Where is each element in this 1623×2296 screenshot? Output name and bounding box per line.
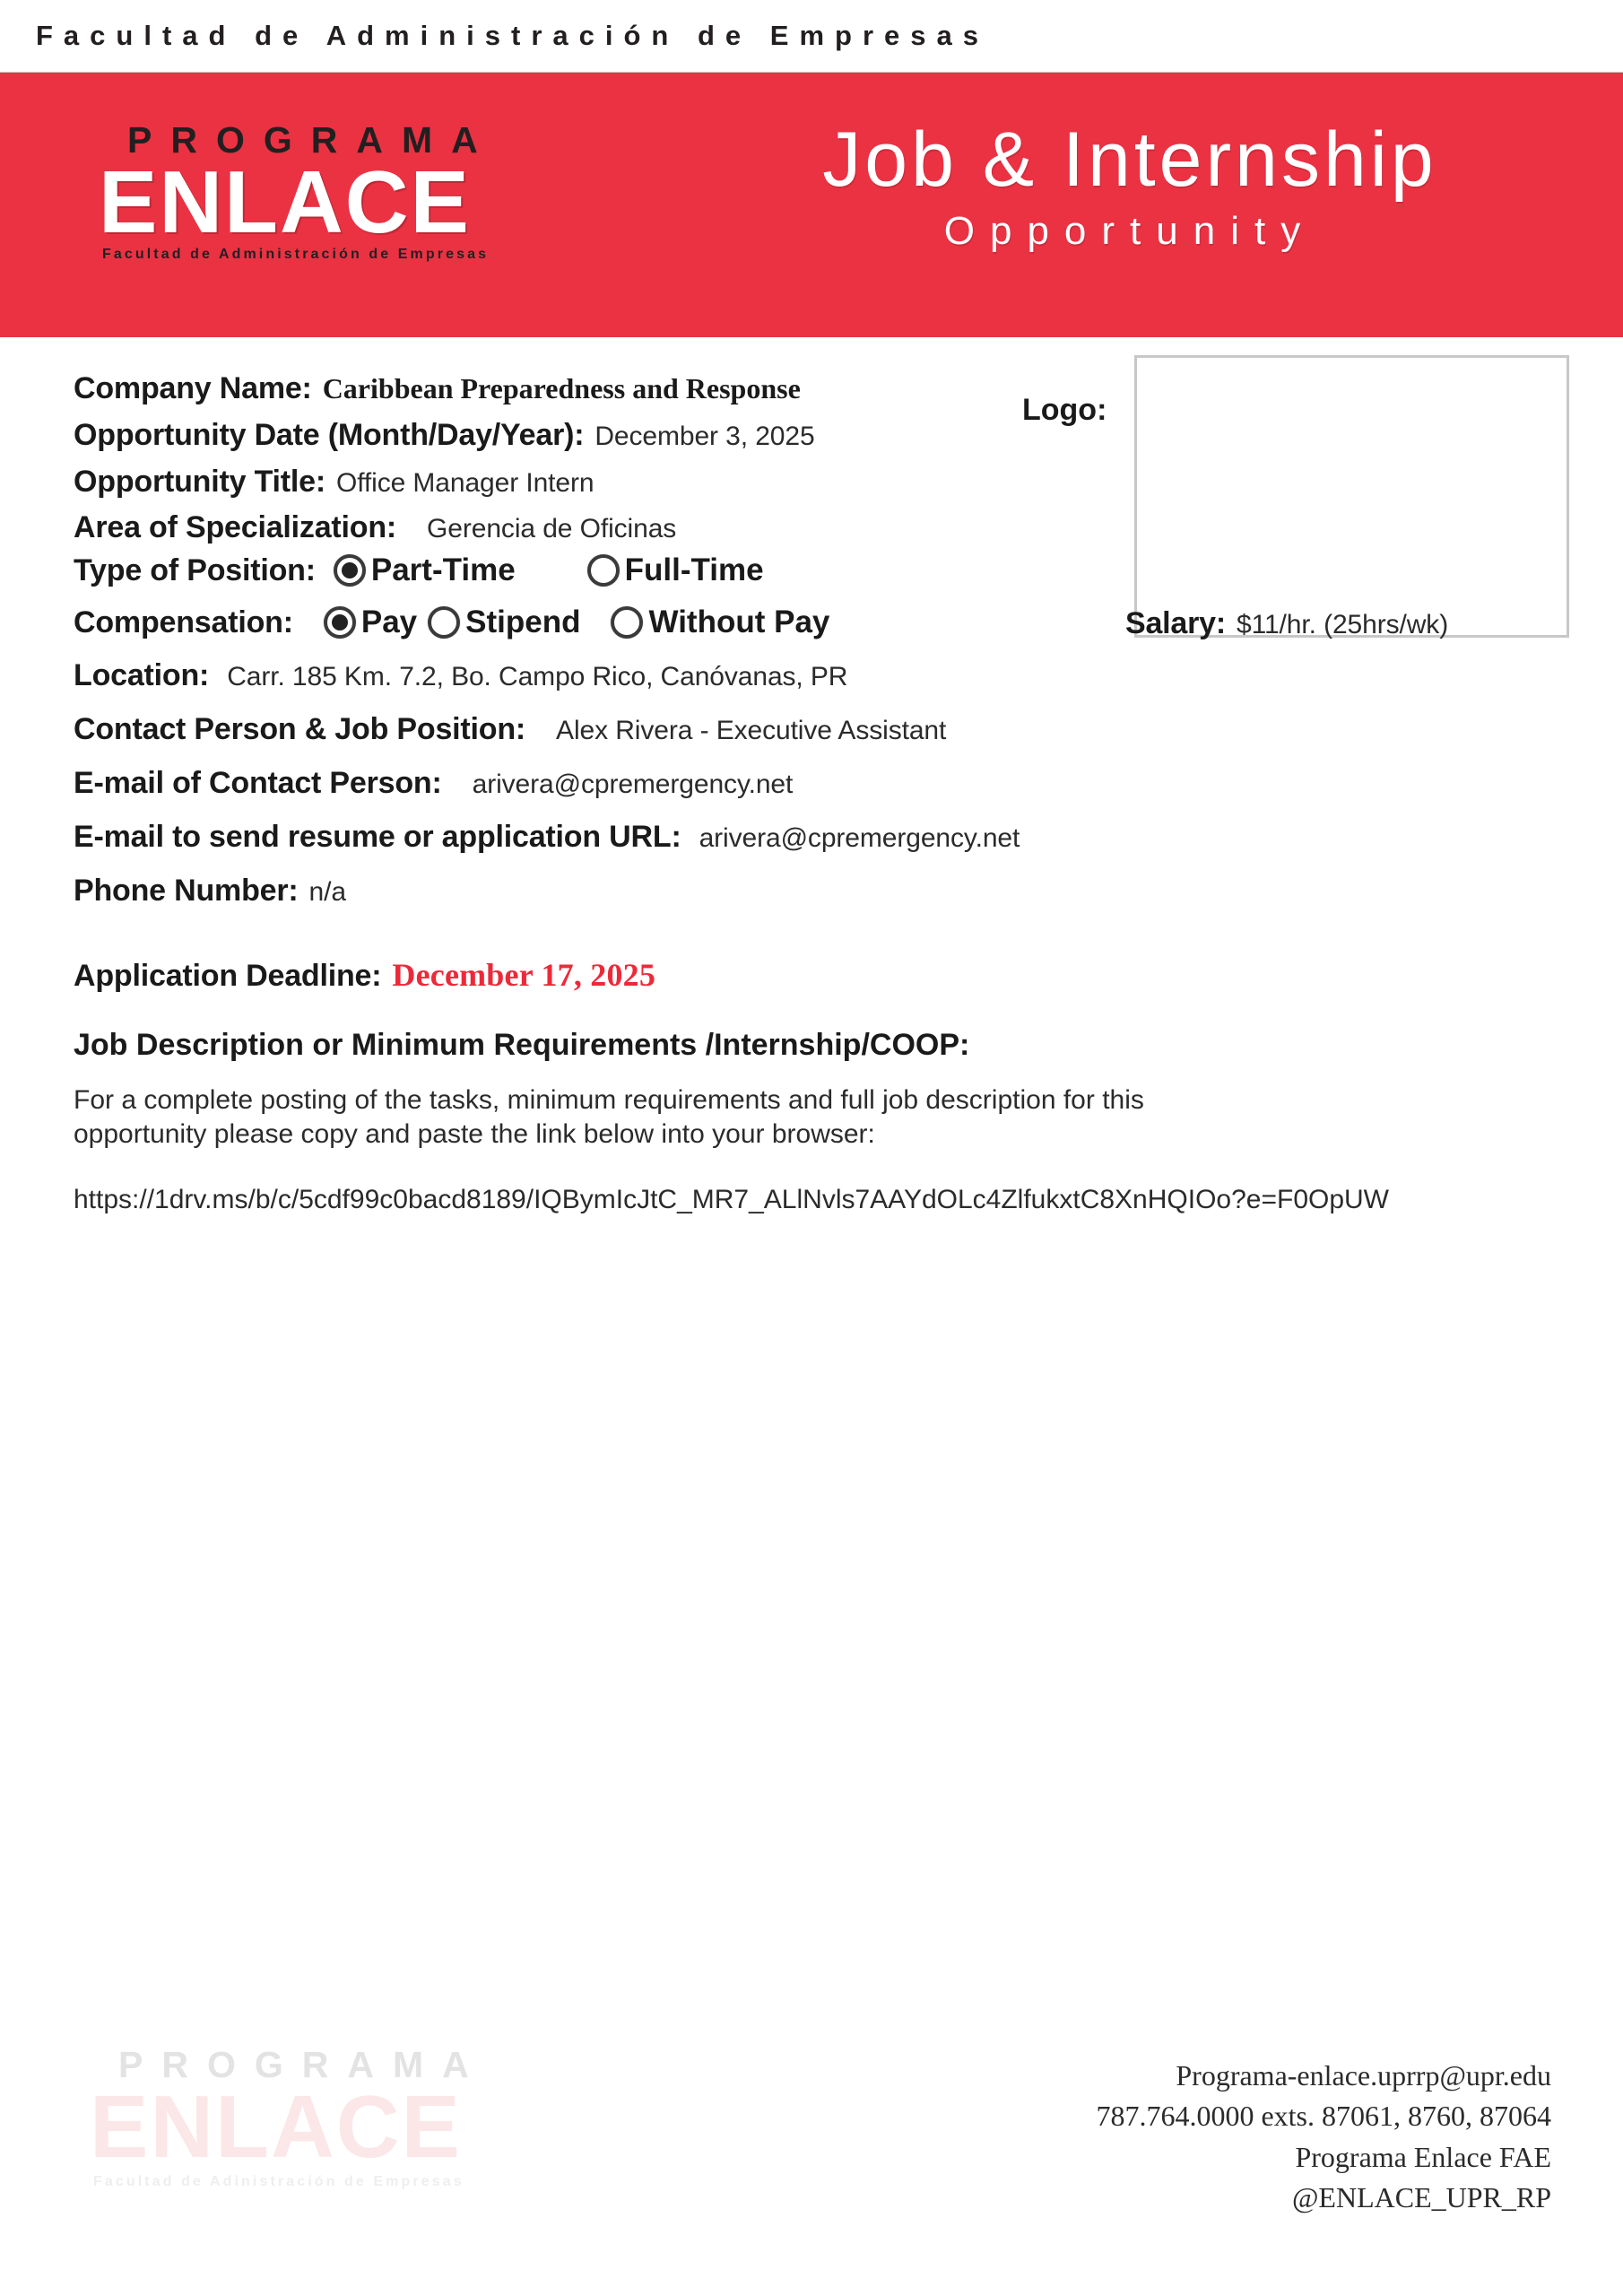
row-type-of-position	[74, 552, 764, 588]
salary-label: Salary:	[1125, 606, 1227, 640]
contact-email-label: E-mail of Contact Person:	[74, 766, 442, 800]
application-deadline-label: Application Deadline:	[74, 959, 382, 993]
row-resume-email	[74, 820, 1020, 855]
logo-enlace-text: ENLACE	[99, 152, 471, 251]
area-of-specialization-value: Gerencia de Oficinas	[427, 514, 677, 544]
radio-without-pay[interactable]	[611, 606, 643, 639]
banner-title-sub: Opportunity	[943, 209, 1316, 254]
logo-box[interactable]	[1134, 355, 1569, 638]
row-salary	[1125, 606, 1448, 641]
row-company-name	[74, 371, 801, 406]
footer-contact-org: Programa Enlace FAE	[1295, 2140, 1551, 2173]
area-of-specialization-label: Area of Specialization:	[74, 510, 397, 544]
radio-stipend-label: Stipend	[465, 604, 581, 639]
company-name-value: Caribbean Preparedness and Response	[322, 372, 801, 404]
resume-email-label: E-mail to send resume or application URL:	[74, 820, 681, 854]
logo-programa-text: PROGRAMA	[127, 119, 497, 161]
footer-contact-email[interactable]: Programa-enlace.uprrp@upr.edu	[1176, 2059, 1551, 2092]
contact-email-value[interactable]: arivera@cpremergency.net	[472, 770, 794, 799]
salary-value: $11/hr. (25hrs/wk)	[1237, 610, 1449, 639]
resume-email-value[interactable]: arivera@cpremergency.net	[699, 823, 1020, 853]
radio-full-time[interactable]	[587, 554, 620, 587]
company-name-label: Company Name:	[74, 371, 312, 405]
logo-box-label: Logo:	[1022, 393, 1107, 427]
opportunity-title-label: Opportunity Title:	[74, 465, 325, 499]
opportunity-title-value: Office Manager Intern	[335, 468, 595, 498]
banner-title-main: Job & Internship	[822, 117, 1437, 203]
footer-watermark-logo	[90, 2044, 664, 2190]
radio-full-time-label: Full-Time	[624, 552, 764, 587]
footer-contact-social[interactable]: @ENLACE_UPR_RP	[1291, 2181, 1551, 2214]
radio-pay-label: Pay	[360, 604, 418, 639]
row-contact-email	[74, 766, 793, 801]
header-banner	[0, 73, 1623, 337]
banner-title-block	[681, 119, 1578, 254]
radio-stipend[interactable]	[428, 606, 460, 639]
watermark-programa-text: PROGRAMA	[118, 2044, 488, 2085]
job-description-heading: Job Description or Minimum Requirements /Internship/COOP:	[74, 1028, 970, 1062]
radio-pay[interactable]	[324, 606, 356, 639]
row-application-deadline	[74, 956, 655, 994]
type-of-position-label: Type of Position:	[74, 552, 316, 587]
row-location	[74, 658, 847, 693]
contact-person-value: Alex Rivera - Executive Assistant	[556, 716, 947, 745]
row-opportunity-title	[74, 465, 594, 500]
phone-number-label: Phone Number:	[74, 874, 299, 908]
faculty-strip	[0, 0, 1623, 73]
row-area-of-specialization	[74, 510, 676, 545]
row-contact-person	[74, 712, 946, 747]
watermark-subtitle-text: Facultad de Adinistración de Empresas	[93, 2174, 464, 2190]
job-description-url[interactable]: https://1drv.ms/b/c/5cdf99c0bacd8189/IQBymIcJtC_MR7_ALlNvls7AAYdOLc4ZlfukxtC8XnHQIOo?e=F0OpUW	[74, 1185, 1389, 1214]
opportunity-date-label: Opportunity Date (Month/Day/Year):	[74, 418, 585, 452]
contact-person-label: Contact Person & Job Position:	[74, 712, 526, 746]
opportunity-date-value: December 3, 2025	[595, 422, 815, 451]
phone-number-value: n/a	[308, 877, 346, 907]
radio-part-time[interactable]	[334, 554, 366, 587]
faculty-strip-text: Facultad de Administración de Empresas	[36, 20, 989, 51]
programa-enlace-logo	[99, 119, 565, 263]
application-deadline-value: December 17, 2025	[392, 957, 656, 993]
row-phone-number	[74, 874, 346, 909]
footer-contact-phone: 787.764.0000 exts. 87061, 8760, 87064	[1096, 2100, 1551, 2133]
location-value: Carr. 185 Km. 7.2, Bo. Campo Rico, Canóvanas, PR	[227, 662, 848, 691]
logo-subtitle-text: Facultad de Administración de Empresas	[102, 247, 490, 263]
watermark-enlace-text: ENLACE	[90, 2077, 462, 2176]
footer-contact-block	[1096, 2056, 1551, 2219]
radio-without-pay-label: Without Pay	[648, 604, 830, 639]
location-label: Location:	[74, 658, 210, 692]
compensation-label: Compensation:	[74, 604, 293, 639]
row-compensation	[74, 604, 829, 640]
job-description-paragraph: For a complete posting of the tasks, minimum requirements and full job description for this opportunity please copy and paste the link below into your browser:	[74, 1085, 1144, 1150]
radio-part-time-label: Part-Time	[370, 552, 516, 587]
row-opportunity-date	[74, 418, 815, 453]
